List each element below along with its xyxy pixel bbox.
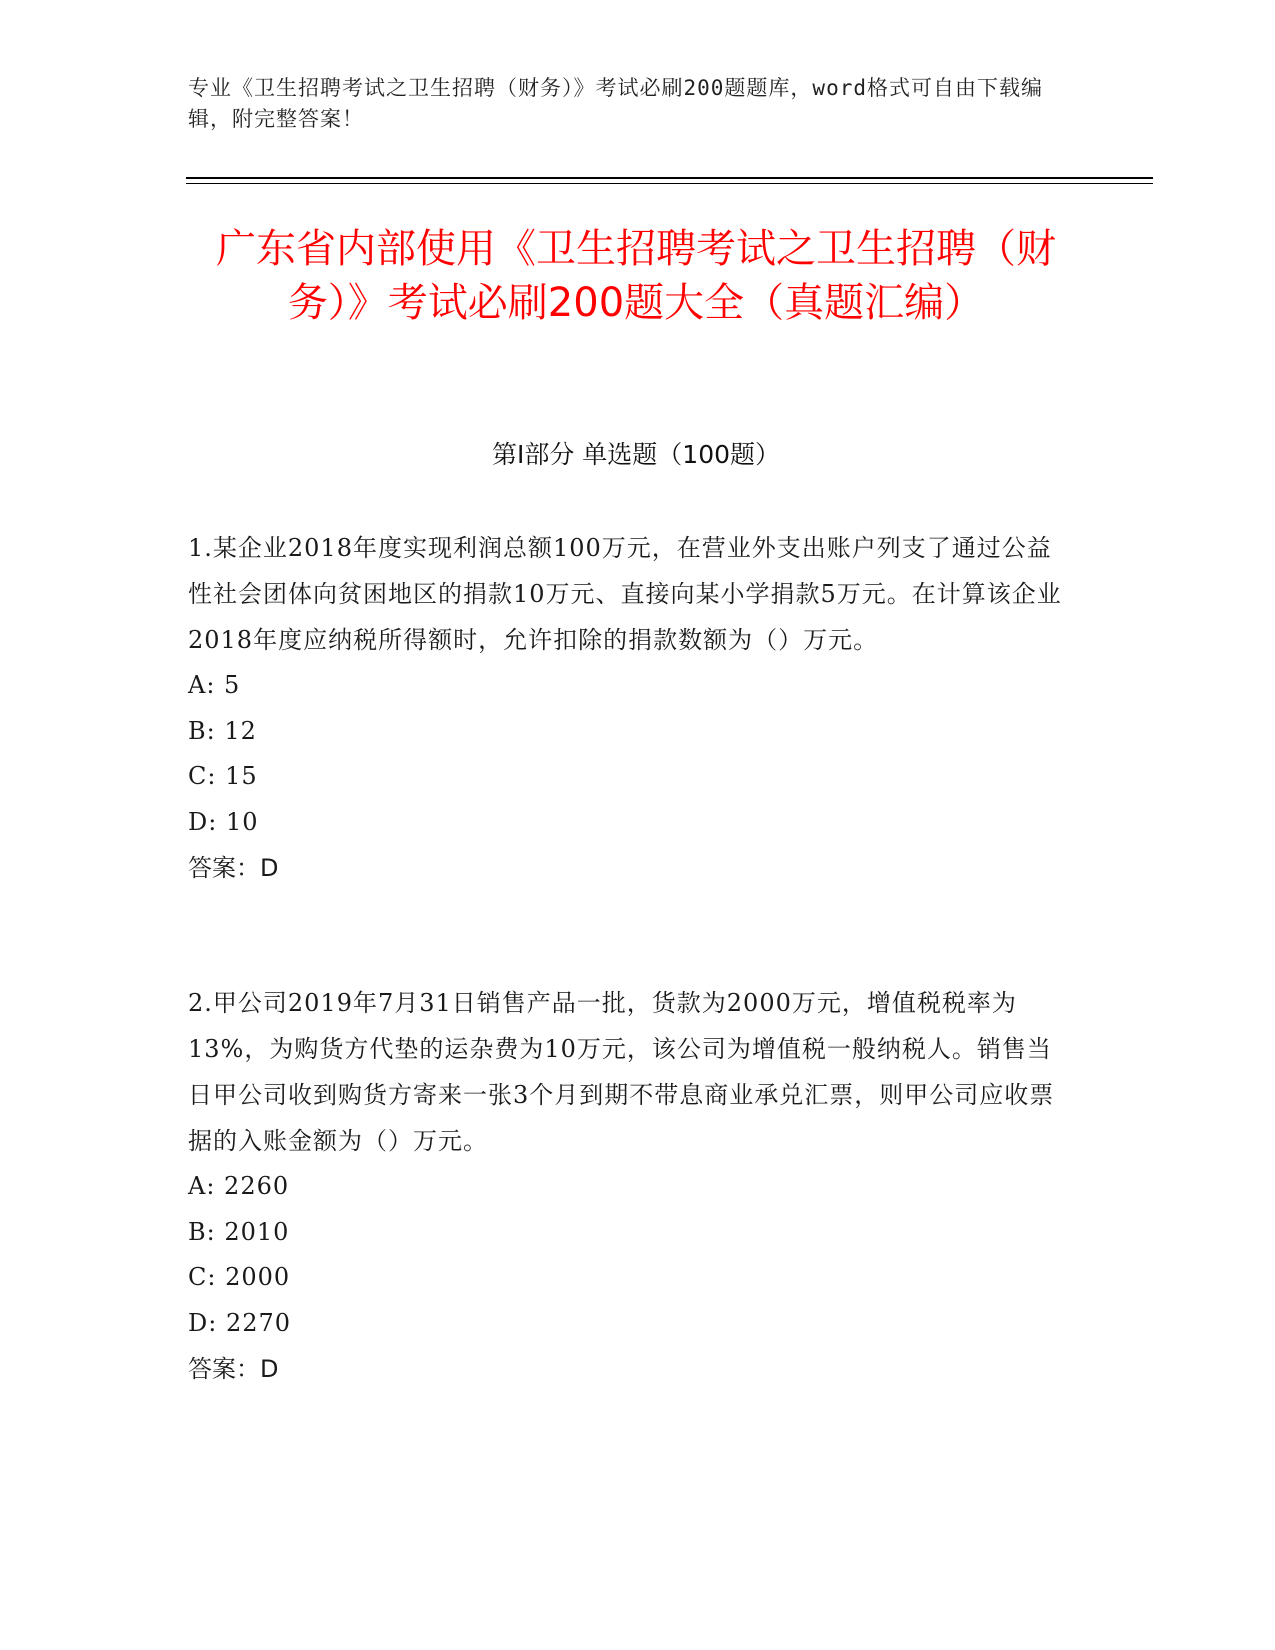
header-note: 专业《卫生招聘考试之卫生招聘（财务）》考试必刷200题题库，word格式可自由下载编辑，附完整答案！ bbox=[188, 76, 1043, 131]
option-d: D: 2270 bbox=[188, 1308, 292, 1337]
option-a: A: 5 bbox=[188, 671, 241, 699]
answer-line: 答案：D bbox=[188, 1355, 279, 1383]
option-b: B: 2010 bbox=[188, 1217, 290, 1246]
question-2 bbox=[188, 980, 1068, 1392]
answer-line: 答案：D bbox=[188, 854, 279, 882]
question-1 bbox=[188, 525, 1068, 891]
option-a: A: 2260 bbox=[188, 1172, 290, 1200]
option-b: B: 12 bbox=[188, 716, 257, 745]
header-rule-thick bbox=[186, 177, 1153, 179]
section-heading: 第I部分 单选题（100题） bbox=[491, 440, 781, 469]
header-rule-thin bbox=[186, 183, 1153, 184]
option-d: D: 10 bbox=[188, 807, 259, 836]
option-c: C: 15 bbox=[188, 762, 258, 790]
question-stem: 2.甲公司2019年7月31日销售产品一批，货款为2000万元，增值税税率为13%，为购货方代垫的运杂费为10万元，该公司为增值税一般纳税人。销售当日甲公司收到购货方寄来一张3个月到期不带息商业承兑汇票，则甲公司应收票据的入账金额为（）万元。 bbox=[188, 989, 1055, 1155]
question-stem: 1.某企业2018年度实现利润总额100万元，在营业外支出账户列支了通过公益性社会团体向贫困地区的捐款10万元、直接向某小学捐款5万元。在计算该企业2018年度应纳税所得额时，允许扣除的捐款数额为（）万元。 bbox=[188, 534, 1062, 654]
document-title: 广东省内部使用《卫生招聘考试之卫生招聘（财务）》考试必刷200题大全（真题汇编） bbox=[216, 226, 1056, 326]
option-c: C: 2000 bbox=[188, 1263, 291, 1291]
